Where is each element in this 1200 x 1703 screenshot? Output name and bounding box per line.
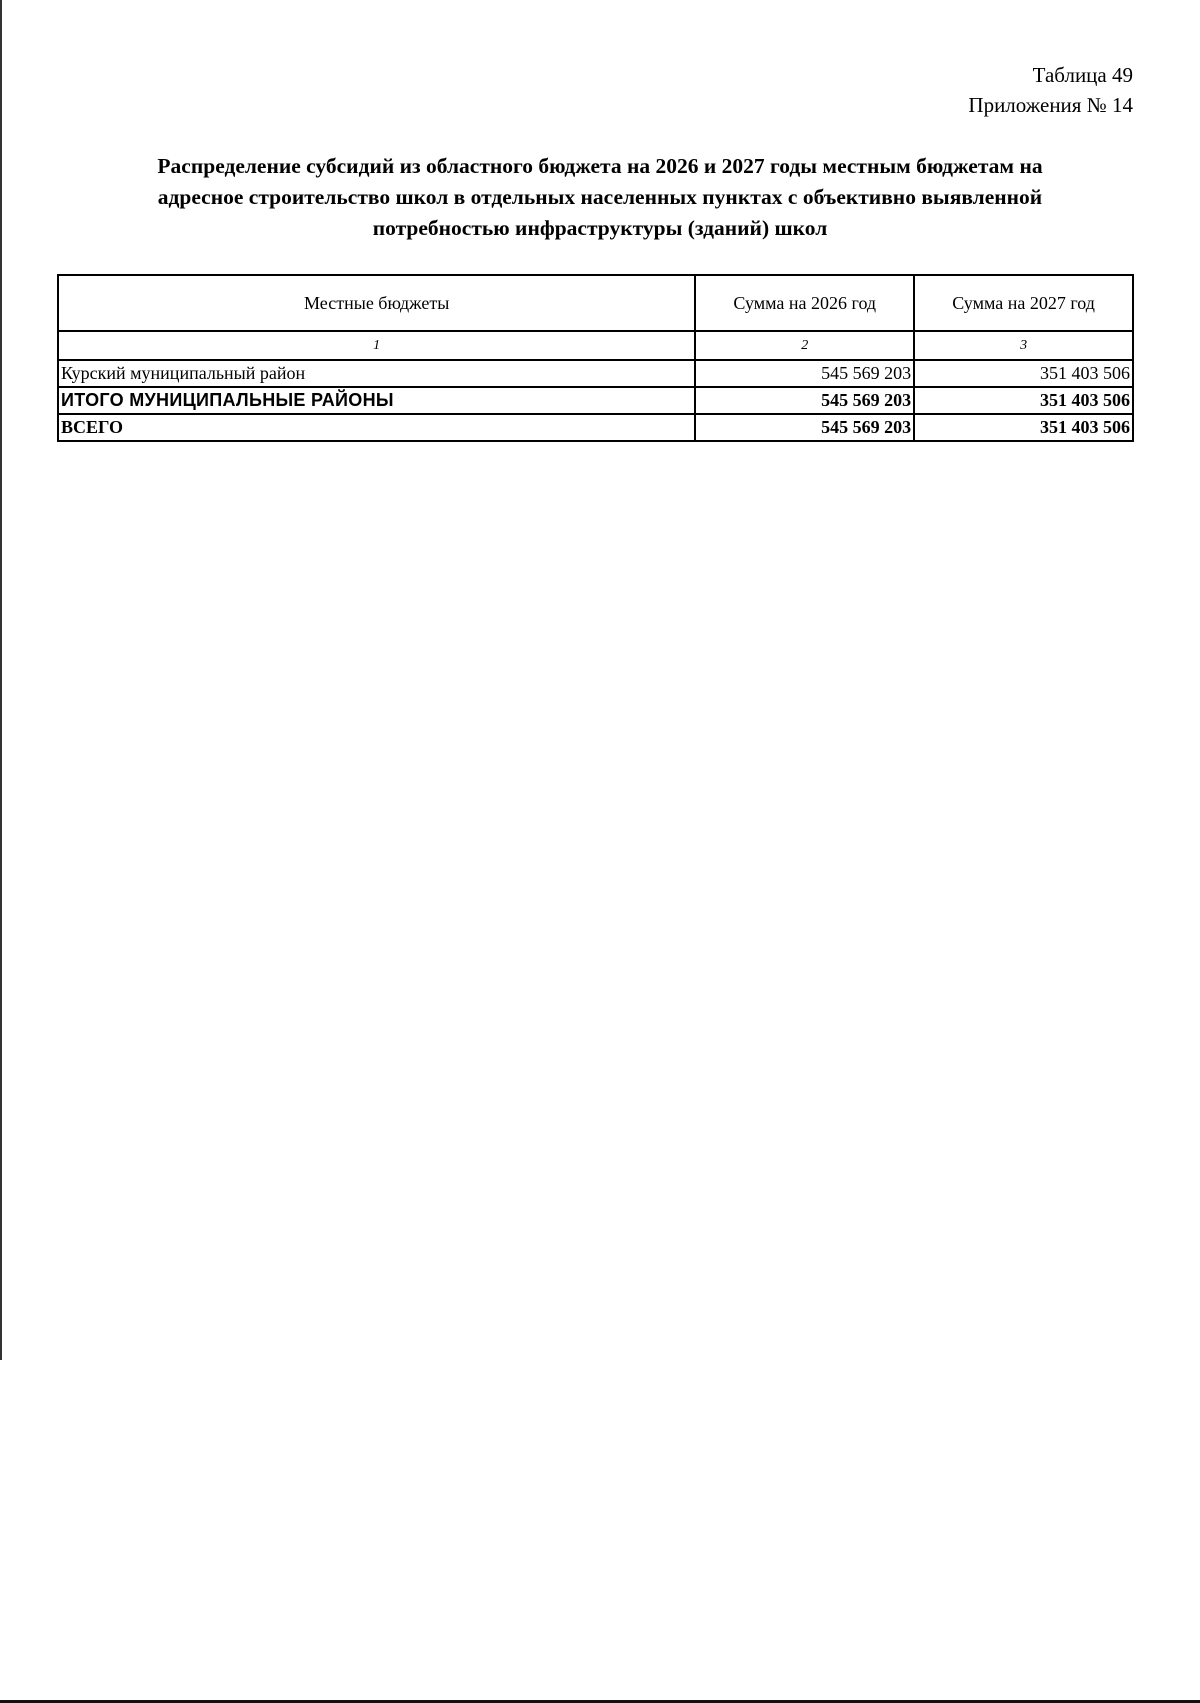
document-title xyxy=(60,151,1140,244)
page-edge-left xyxy=(0,0,2,1360)
row-name: Курский муниципальный район xyxy=(58,360,695,387)
title-line-3: потребностью инфраструктуры (зданий) школ xyxy=(372,216,828,240)
row-sum-2027: 351 403 506 xyxy=(914,360,1133,387)
budget-table xyxy=(57,274,1134,442)
column-number-2: 2 xyxy=(695,331,914,360)
table-number: Таблица 49 xyxy=(1032,63,1133,87)
row-sum-2026: 545 569 203 xyxy=(695,360,914,387)
row-sum-2026: 545 569 203 xyxy=(695,414,914,441)
table-row-subtotal xyxy=(58,387,1133,414)
table-row-total xyxy=(58,414,1133,441)
appendix-label: Приложения № 14 xyxy=(968,93,1133,117)
title-line-2: адресное строительство школ в отдельных населенных пунктах с объективно выявленной xyxy=(157,185,1043,209)
row-sum-2027: 351 403 506 xyxy=(914,387,1133,414)
row-sum-2027: 351 403 506 xyxy=(914,414,1133,441)
column-number-1: 1 xyxy=(58,331,695,360)
table-row xyxy=(58,360,1133,387)
row-name: ИТОГО МУНИЦИПАЛЬНЫЕ РАЙОНЫ xyxy=(58,387,695,414)
column-number-row xyxy=(58,331,1133,360)
column-header-sum-2027: Сумма на 2027 год xyxy=(914,275,1133,331)
title-line-1: Распределение субсидий из областного бюджета на 2026 и 2027 годы местным бюджетам на xyxy=(157,154,1043,178)
table-header-row xyxy=(58,275,1133,331)
column-header-sum-2026: Сумма на 2026 год xyxy=(695,275,914,331)
column-number-3: 3 xyxy=(914,331,1133,360)
column-header-budgets: Местные бюджеты xyxy=(58,275,695,331)
row-name: ВСЕГО xyxy=(58,414,695,441)
row-sum-2026: 545 569 203 xyxy=(695,387,914,414)
document-header xyxy=(968,60,1133,120)
